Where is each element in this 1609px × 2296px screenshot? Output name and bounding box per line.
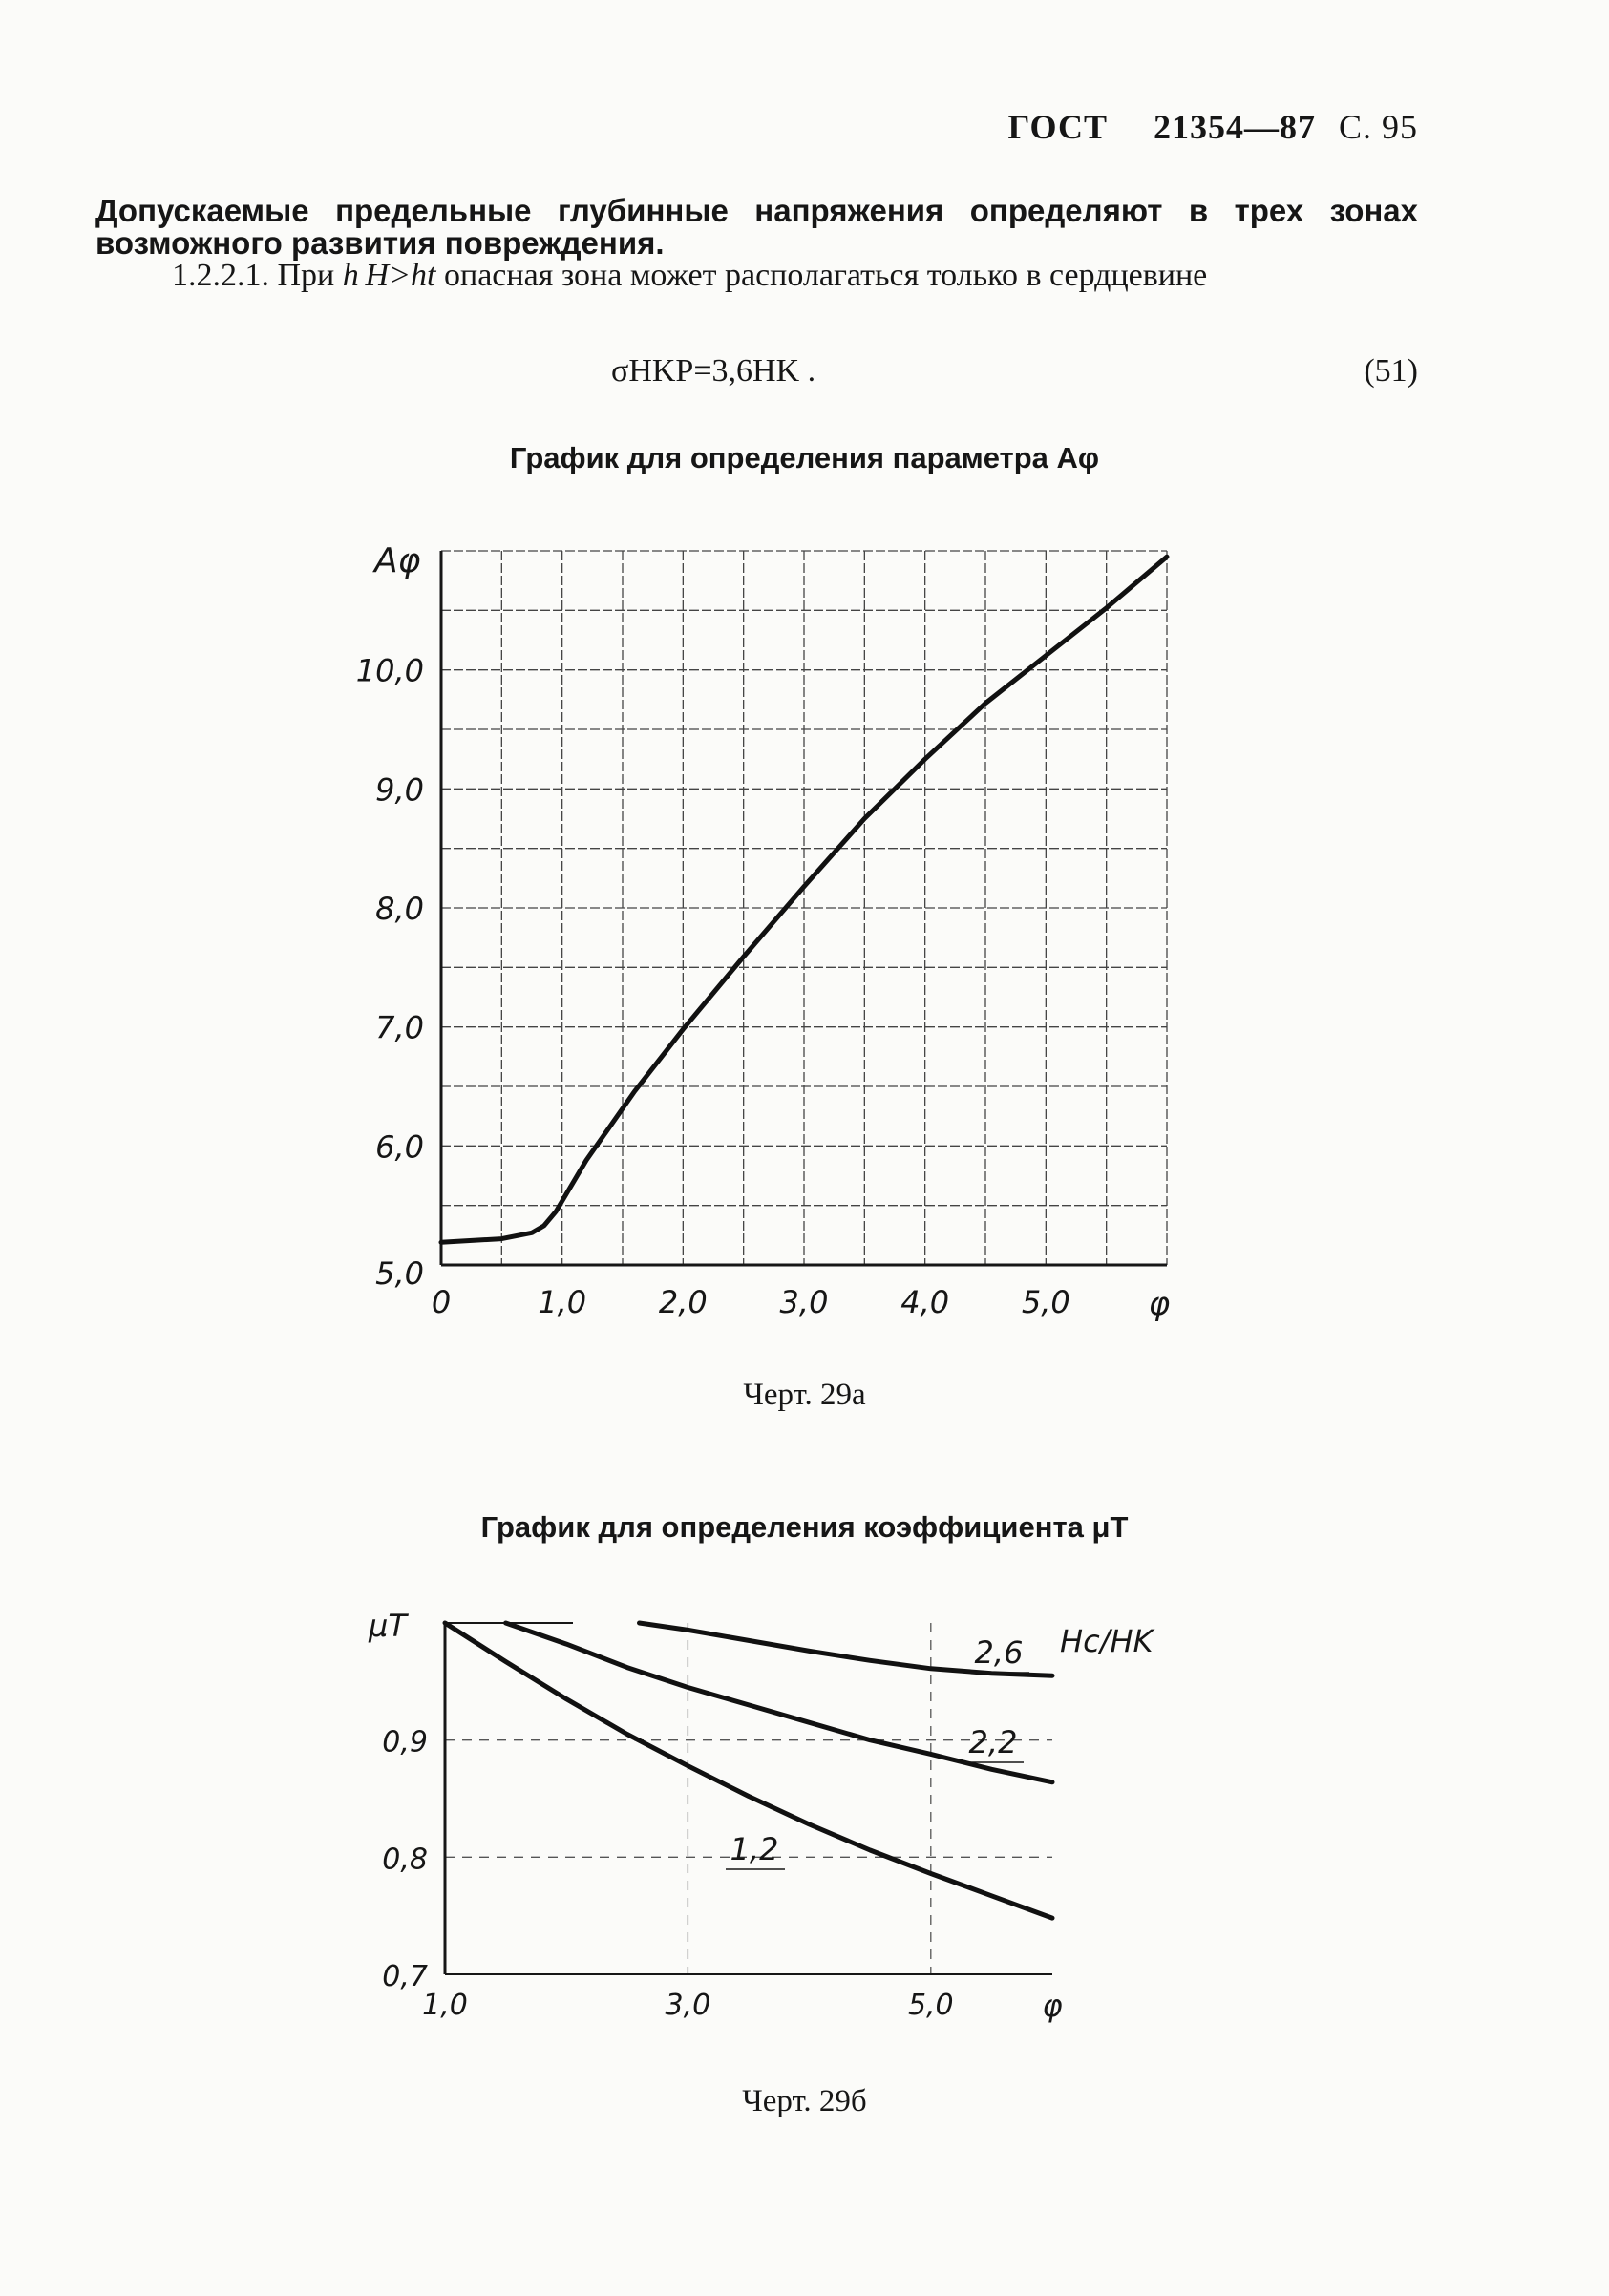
- x-axis-label: φ: [1148, 1285, 1171, 1323]
- x-tick-label: 0: [431, 1284, 452, 1320]
- x-tick-label: 5,0: [907, 1989, 954, 2022]
- y-tick-label: 10,0: [355, 652, 424, 689]
- y-axis-label: μT: [369, 1608, 407, 1644]
- figure-b-title: График для определения коэффициента μT: [480, 1510, 1129, 1544]
- paragraph-2-condition: h H>ht: [342, 258, 436, 293]
- y-tick-label: 7,0: [375, 1009, 424, 1046]
- paragraph-2-rest: опасная зона может располагаться только в сердцевине: [435, 258, 1208, 293]
- formula-51: σHKP=3,6HK .: [611, 353, 816, 389]
- chart-b: [368, 1608, 1156, 2024]
- series-label: 2,6: [974, 1634, 1024, 1671]
- chart-a: [356, 541, 1171, 1323]
- y-tick-label: 6,0: [375, 1128, 424, 1166]
- paragraph-2-lead: 1.2.2.1. При: [172, 258, 343, 293]
- figure-a-title: График для определения параметра Aφ: [509, 441, 1100, 474]
- standard-number: 21354—87: [1153, 108, 1316, 146]
- x-tick-label: 1,0: [538, 1284, 587, 1320]
- y-tick-label: 5,0: [375, 1255, 424, 1292]
- series-label: 2,2: [968, 1724, 1018, 1760]
- y-tick-label: 8,0: [375, 891, 424, 927]
- standard-label: ГОСТ: [1007, 108, 1108, 146]
- y-tick-label: 9,0: [375, 771, 424, 809]
- x-tick-label: 5,0: [1021, 1284, 1070, 1320]
- x-tick-label: 3,0: [779, 1284, 829, 1320]
- figure-a-caption: Черт. 29а: [743, 1378, 866, 1412]
- y-tick-label: 0,9: [382, 1725, 428, 1759]
- paragraph-1: Допускаемые предельные глубинные напряжения определяют в трех зонах возможного развития повреждения.: [95, 193, 1418, 261]
- series-line-1-2: [445, 1623, 1052, 1918]
- figure-b-caption: Черт. 29б: [742, 2084, 867, 2118]
- page-number: С. 95: [1338, 108, 1418, 146]
- y-tick-label: 0,8: [382, 1843, 428, 1877]
- y-tick-label: 0,7: [382, 1960, 428, 1993]
- x-axis-label: φ: [1042, 1988, 1063, 2024]
- series-label: 1,2: [730, 1831, 779, 1867]
- formula-number: (51): [1364, 353, 1418, 389]
- x-tick-label: 4,0: [900, 1284, 950, 1320]
- x-tick-label: 2,0: [658, 1284, 708, 1320]
- x-tick-label: 3,0: [665, 1989, 711, 2022]
- x-tick-label: 1,0: [422, 1989, 468, 2022]
- legend-title: Hc/HK: [1060, 1623, 1154, 1659]
- y-axis-label: Aφ: [374, 541, 421, 580]
